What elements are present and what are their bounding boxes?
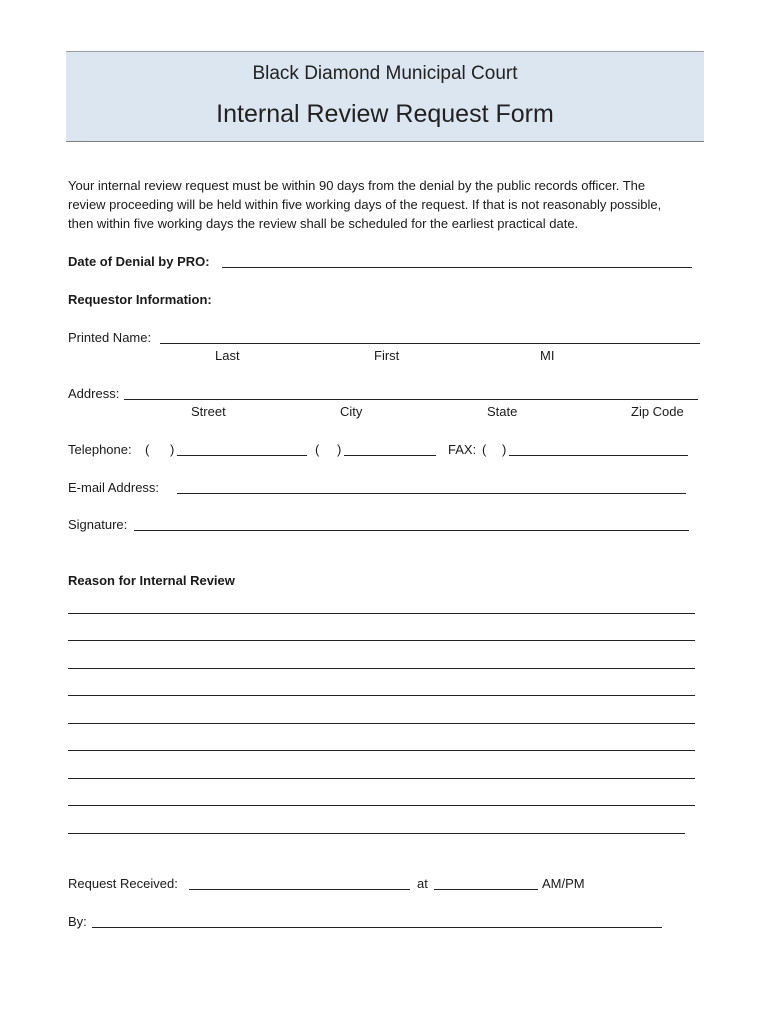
request-received-field[interactable]: [189, 889, 410, 890]
received-time-field[interactable]: [434, 889, 538, 890]
reason-line[interactable]: [68, 805, 695, 806]
tel-paren-open: (: [145, 442, 150, 457]
reason-line[interactable]: [68, 640, 695, 641]
court-name: Black Diamond Municipal Court: [252, 63, 518, 84]
reason-line[interactable]: [68, 750, 695, 751]
telephone-label: Telephone:: [68, 442, 132, 457]
reason-line[interactable]: [68, 668, 695, 669]
signature-label: Signature:: [68, 517, 128, 532]
telephone-alt-field[interactable]: [344, 455, 436, 456]
addr-state-caption: State: [487, 404, 518, 419]
requestor-info-heading: Requestor Information:: [68, 292, 212, 307]
address-label: Address:: [68, 386, 120, 401]
reason-line[interactable]: [68, 778, 695, 779]
date-of-denial-label: Date of Denial by PRO:: [68, 254, 210, 269]
fax-label: FAX:: [448, 442, 477, 457]
fax-paren-open: (: [482, 442, 487, 457]
reason-line[interactable]: [68, 613, 695, 614]
name-last-caption: Last: [215, 348, 240, 363]
intro-line: Your internal review request must be within 90 days from the denial by the public records officer. The: [68, 178, 646, 193]
email-field[interactable]: [177, 493, 686, 494]
by-field[interactable]: [92, 927, 662, 928]
addr-city-caption: City: [340, 404, 363, 419]
intro-line: then within five working days the review shall be scheduled for the earliest practical date.: [68, 216, 579, 231]
reason-line[interactable]: [68, 833, 685, 834]
printed-name-field[interactable]: [160, 343, 700, 344]
reason-line[interactable]: [68, 723, 695, 724]
intro-line: review proceeding will be held within five working days of the request. If that is not reasonably possible,: [68, 197, 662, 212]
reason-line[interactable]: [68, 695, 695, 696]
request-received-label: Request Received:: [68, 876, 178, 891]
addr-zip-caption: Zip Code: [631, 404, 684, 419]
email-label: E-mail Address:: [68, 480, 160, 495]
at-label: at: [417, 876, 428, 891]
addr-street-caption: Street: [191, 404, 226, 419]
telephone-field[interactable]: [177, 455, 307, 456]
ampm-label: AM/PM: [542, 876, 585, 891]
reason-heading: Reason for Internal Review: [68, 573, 235, 588]
tel-paren-close: ): [170, 442, 175, 457]
name-mi-caption: MI: [540, 348, 555, 363]
printed-name-label: Printed Name:: [68, 330, 152, 345]
name-first-caption: First: [374, 348, 400, 363]
form-title: Internal Review Request Form: [216, 100, 554, 128]
address-field[interactable]: [124, 399, 698, 400]
tel2-paren-close: ): [337, 442, 342, 457]
tel2-paren-open: (: [315, 442, 320, 457]
fax-field[interactable]: [509, 455, 688, 456]
signature-field[interactable]: [134, 530, 689, 531]
date-of-denial-field[interactable]: [222, 267, 692, 268]
form-header: [66, 51, 704, 142]
intro-paragraph: [68, 176, 708, 233]
by-label: By:: [68, 914, 87, 929]
fax-paren-close: ): [502, 442, 507, 457]
